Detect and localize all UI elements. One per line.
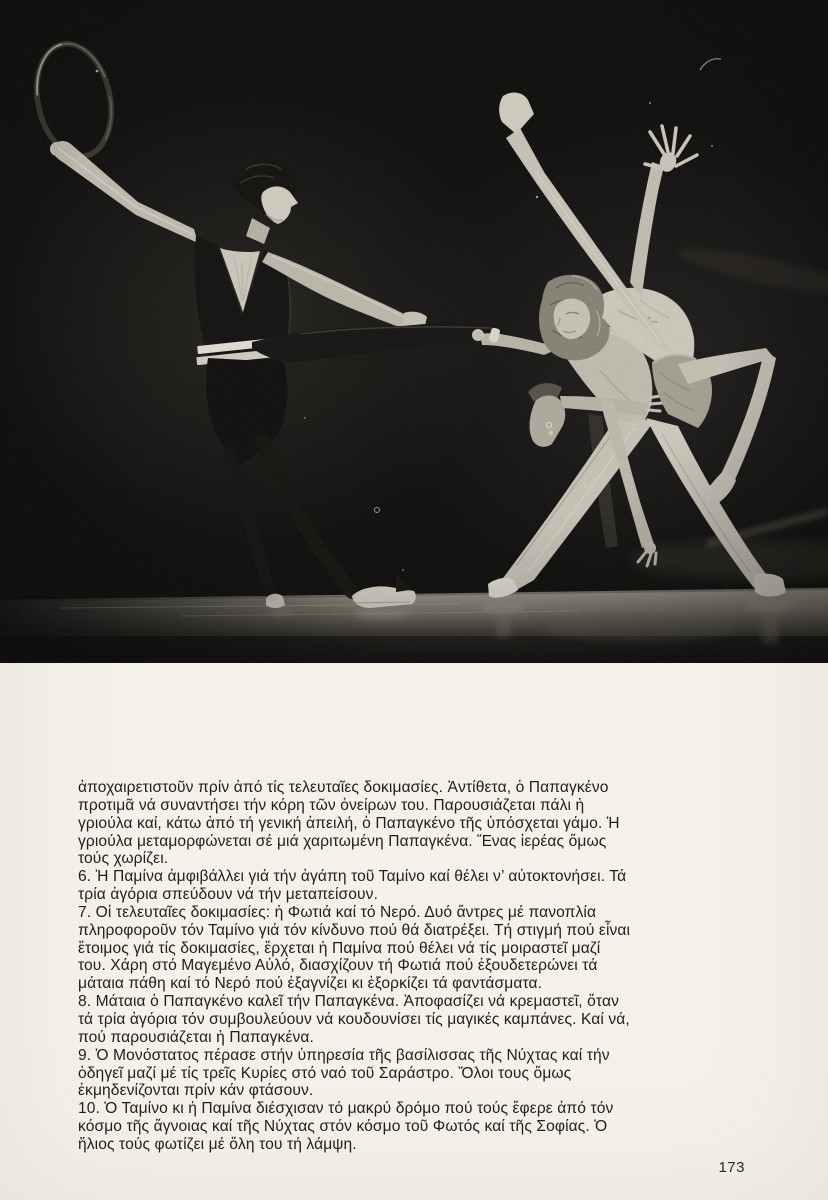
text-line: μάταια πάθη καί τό Νερό πού ἐξαγνίζει κι ἐξορκίζει τά φαντάσματα. <box>78 975 543 993</box>
text-line: ἥλιος τούς φωτίζει μέ ὅλη του τή λάμψη. <box>78 1135 357 1153</box>
text-line: προτιμᾶ νά συναντήσει τήν κόρη τῶν ὀνείρων του. Παρουσιάζεται πάλι ἡ <box>78 796 585 814</box>
text-line: τά τρία ἀγόρια τόν συμβουλεύουν νά κουδουνίσει τίς μαγικές καμπάνες. Καί νά, <box>78 1010 630 1028</box>
text-line: του. Χάρη στό Μαγεμένο Αὐλό, διασχίζουν τή Φωτιά πού ἐξουδετερώνει τά <box>78 957 598 975</box>
text-line: ἕτοιμος γιά τίς δοκιμασίες, ἔρχεται ἡ Παμίνα πού θέλει νά τίς μοιραστεῖ μαζί <box>78 939 601 957</box>
synopsis-text <box>78 779 780 1154</box>
text-line: 6. Ἡ Παμίνα ἀμφιβάλλει γιά τήν ἀγάπη τοῦ Ταμίνο καί θέλει ν’ αὐτοκτονήσει. Τά <box>78 868 627 886</box>
text-line: ἀποχαιρετιστοῦν πρίν ἀπό τίς τελευταῖες δοκιμασίες. Ἀντίθετα, ὁ Παπαγκένο <box>78 779 609 796</box>
text-line: 10. Ὁ Ταμίνο κι ἡ Παμίνα διέσχισαν τό μακρύ δρόμο πού τούς ἔφερε ἀπό τόν <box>78 1100 614 1118</box>
text-line: πού παρουσιάζεται ἡ Παπαγκένα. <box>78 1028 314 1046</box>
text-line: 7. Οἱ τελευταῖες δοκιμασίες: ἡ Φωτιά καί τό Νερό. Δυό ἄντρες μέ πανοπλία <box>78 903 597 921</box>
text-line: κόσμο τῆς ἄγνοιας καί τῆς Νύχτας στόν κόσμο τοῦ Φωτός καί τῆς Σοφίας. Ὁ <box>78 1118 608 1136</box>
text-line: 9. Ὁ Μονόστατος πέρασε στήν ὑπηρεσία τῆς βασίλισσας τῆς Νύχτας καί τήν <box>78 1046 610 1064</box>
text-line: γριούλα μεταμορφώνεται σέ μιά χαριτωμένη Παπαγκένα. Ἕνας ἱερέας ὅμως <box>78 832 607 850</box>
text-line: γριούλα καί, κάτω ἀπό τή γενική ἀπειλή, ὁ Παπαγκένο τῆς ὑπόσχεται γάμο. Ἡ <box>78 814 620 832</box>
text-line: πληροφοροῦν τόν Ταμίνο γιά τόν κίνδυνο πού θά διατρέξει. Τή στιγμή πού εἶναι <box>78 921 631 939</box>
page-number: 173 <box>718 1159 745 1176</box>
text-line: ἐκμηδενίζονται πρίν κάν φτάσουν. <box>78 1082 314 1100</box>
text-line: τούς χωρίζει. <box>78 850 169 868</box>
text-line: ὁδηγεῖ μαζί μέ τίς τρεῖς Κυρίες στό ναό τοῦ Σαράστρο. Ὅλοι τους ὅμως <box>78 1064 572 1082</box>
text-line: τρία ἀγόρια σπεύδουν νά τήν μεταπείσουν. <box>78 886 379 904</box>
text-line: 8. Μάταια ὁ Παπαγκένο καλεῖ τήν Παπαγκένα. Ἀποφασίζει νά κρεμαστεῖ, ὅταν <box>78 993 619 1011</box>
